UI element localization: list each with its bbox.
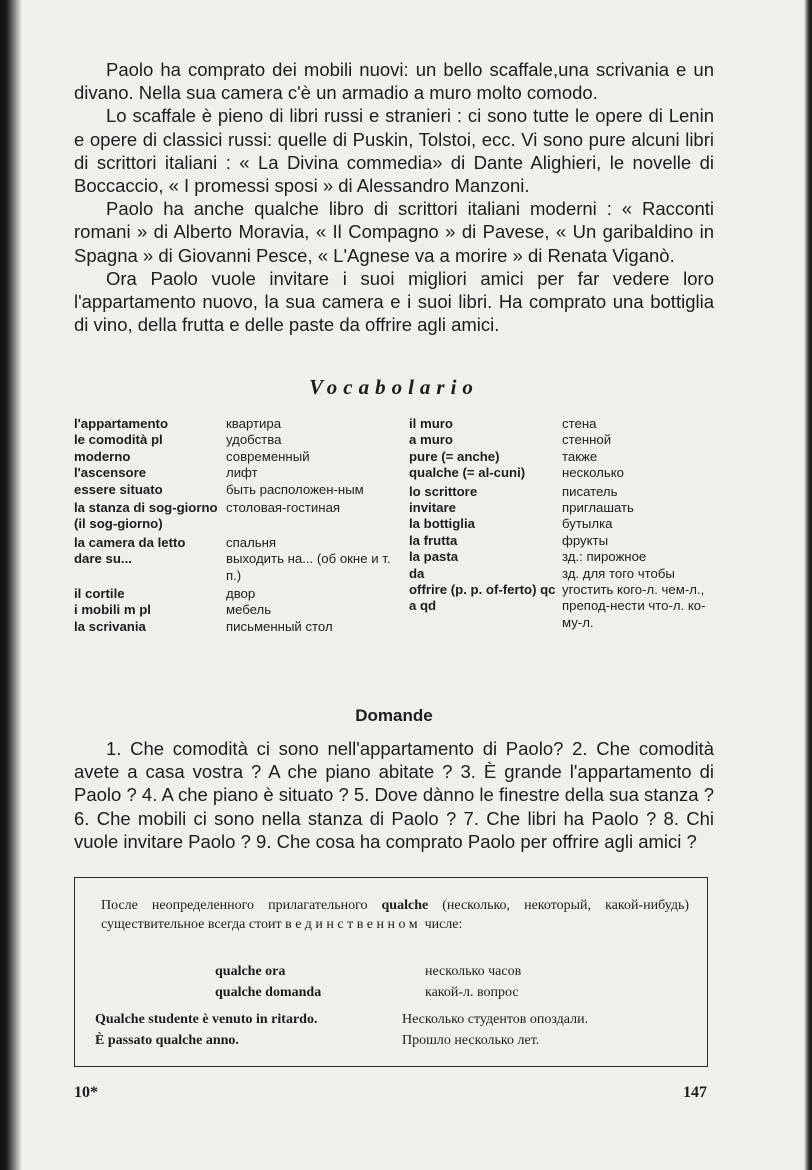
vocab-entry <box>409 582 724 631</box>
vocab-italian: da <box>409 565 425 581</box>
page-edge-shadow <box>804 0 812 1170</box>
vocab-entry <box>74 500 409 533</box>
example-russian: Несколько студентов опоздали. <box>402 1012 589 1027</box>
vocabulary-list <box>74 416 724 635</box>
vocab-italian: la pasta <box>409 549 459 565</box>
vocab-italian: la stanza di sog-giorno (il sog-giorno) <box>74 500 218 532</box>
questions-heading: Domande <box>355 706 433 725</box>
note-keyword: qualche <box>381 898 429 913</box>
vocab-entry <box>409 516 724 532</box>
vocab-russian: письменный стол <box>226 618 333 634</box>
example-russian: Прошло несколько лет. <box>402 1033 540 1048</box>
vocab-russian: спальня <box>226 534 277 550</box>
vocab-russian: быть расположен-ным <box>226 481 364 497</box>
example-row <box>95 1010 695 1031</box>
vocab-entry <box>74 586 409 602</box>
page-number: 147 <box>683 1084 707 1101</box>
vocab-italian: la scrivania <box>74 618 146 634</box>
paragraph: Lo scaffale è pieno di libri russi e stranieri : ci sono tutte le opere di Lenin e opere di classici russi: quelle di Puskin, Tolstoi, ecc. Vi sono pure alcuni libri di scrittori italiani : « La Divina commedia» di Dante Alighieri, le novelle di Boccaccio, « I promessi sposi » di Alessandro Manzoni. <box>74 105 714 197</box>
paragraph: Ora Paolo vuole invitare i suoi migliori amici per far vedere loro l'appartamento nuovo, la sua camera e i suoi libri. Ha comprato una bottiglia di vino, della frutta e delle paste da offrire agli amici. <box>74 267 714 336</box>
example-russian: несколько часов <box>425 964 522 979</box>
vocab-italian: dare su... <box>74 551 132 567</box>
example-italian: qualche ora <box>215 964 286 979</box>
signature-mark: 10* <box>74 1084 98 1101</box>
vocab-entry <box>74 619 409 635</box>
vocab-entry <box>409 416 724 432</box>
note-text-part: (несколько, некоторый, какой-нибудь) существительное всегда стоит в <box>101 898 689 932</box>
vocab-italian: l'ascensore <box>74 465 147 481</box>
vocab-russian: стена <box>562 416 597 431</box>
vocab-entry <box>74 551 409 584</box>
vocab-italian: la frutta <box>409 532 458 548</box>
vocab-entry <box>409 500 724 516</box>
example-italian: Qualche studente è venuto in ritardo. <box>95 1012 318 1027</box>
vocab-italian: moderno <box>74 448 131 464</box>
vocab-italian: offrire (p. p. of-ferto) qc a qd <box>409 582 556 614</box>
vocab-russian: лифт <box>226 465 258 481</box>
vocab-entry <box>74 432 409 448</box>
note-text-part: После неопределенного прилагательного <box>101 898 382 913</box>
vocab-russian: современный <box>226 448 310 464</box>
vocab-russian: угостить кого-л. чем-л., препод-нести что-л. ко-му-л. <box>562 582 706 630</box>
example-russian: какой-л. вопрос <box>425 985 519 1000</box>
vocab-russian: зд. для того чтобы <box>562 565 675 581</box>
grammar-note-text <box>101 896 689 934</box>
vocab-russian: приглашать <box>562 500 634 516</box>
example-italian: qualche domanda <box>215 985 322 1000</box>
vocab-entry <box>74 465 409 481</box>
vocab-italian: la camera da letto <box>74 534 186 550</box>
vocab-russian: квартира <box>226 416 282 431</box>
vocab-italian: i mobili m pl <box>74 602 151 618</box>
grammar-examples <box>95 962 695 1052</box>
vocab-russian: также <box>562 448 598 464</box>
paragraph: Paolo ha anche qualche libro di scrittori italiani moderni : « Racconti romani » di Alberto Moravia, « Il Compagno » di Pavese, « Un garibaldino in Spagna » di Giovanni Pesce, « L'Agnese va a morire » di Renata Viganò. <box>74 198 714 266</box>
vocab-entry <box>409 484 724 500</box>
vocab-russian: бутылка <box>562 516 613 532</box>
vocab-italian: qualche (= al-cuni) <box>409 465 526 481</box>
vocab-entry <box>74 602 409 618</box>
vocab-italian: l'appartamento <box>74 416 168 431</box>
note-spaced-word: единственном <box>295 917 422 932</box>
vocab-russian: столовая-гостиная <box>226 500 341 516</box>
example-row <box>95 962 695 983</box>
vocab-entry <box>74 416 409 432</box>
vocab-entry <box>409 432 724 448</box>
vocab-entry <box>74 449 409 465</box>
vocab-entry <box>409 549 724 565</box>
questions-text: 1. Che comodità ci sono nell'appartamento di Paolo? 2. Che comodità avete a casa vostra ? A che piano abitate ? 3. È grande l'appartamento di Paolo ? 4. A che piano è situato ? 5. Dove dànno le finestre della sua stanza ? 6. Che mobili ci sono nella stanza di Paolo ? 7. Che libri ha Paolo ? 8. Chi vuole invitare Paolo ? 9. Che cosa ha comprato Paolo per offrire agli amici ? <box>74 738 714 852</box>
vocab-italian: il cortile <box>74 586 125 602</box>
vocab-russian: несколько <box>562 465 624 481</box>
vocab-russian: стенной <box>562 432 612 448</box>
vocab-russian: фрукты <box>562 532 609 548</box>
note-text-part: числе: <box>421 917 463 932</box>
vocab-italian: il muro <box>409 416 453 431</box>
vocab-russian: писатель <box>562 483 618 499</box>
vocabulary-column-right <box>409 416 724 635</box>
example-row <box>95 1031 695 1052</box>
vocab-italian: lo scrittore <box>409 483 478 499</box>
paragraph: Paolo ha comprato dei mobili nuovi: un bello scaffale,una scrivania e un divano. Nella sua camera c'è un armadio a muro molto comodo. <box>74 59 714 104</box>
vocab-entry <box>409 533 724 549</box>
book-spine-shadow <box>0 0 22 1170</box>
example-italian: È passato qualche anno. <box>95 1033 239 1048</box>
vocab-russian: мебель <box>226 602 272 618</box>
vocab-russian: двор <box>226 586 256 602</box>
vocab-entry <box>409 449 724 465</box>
vocab-italian: a muro <box>409 432 453 448</box>
vocab-russian: удобства <box>226 432 282 448</box>
vocabulary-column-left <box>74 416 409 635</box>
vocab-italian: essere situato <box>74 481 163 497</box>
vocab-italian: la bottiglia <box>409 516 475 532</box>
vocab-entry <box>409 465 724 481</box>
vocab-italian: le comodità pl <box>74 432 163 448</box>
vocabulary-heading: Vocabolario <box>309 375 479 399</box>
reading-text <box>74 58 714 336</box>
vocab-entry <box>74 482 409 498</box>
vocab-entry <box>409 566 724 582</box>
vocab-italian: pure (= anche) <box>409 448 500 464</box>
example-row <box>95 983 695 1004</box>
grammar-note-box <box>74 877 708 1067</box>
vocab-entry <box>74 535 409 551</box>
vocab-russian: зд.: пирожное <box>562 549 647 565</box>
vocab-russian: выходить на... (об окне и т. п.) <box>226 551 391 583</box>
vocab-italian: invitare <box>409 500 456 516</box>
